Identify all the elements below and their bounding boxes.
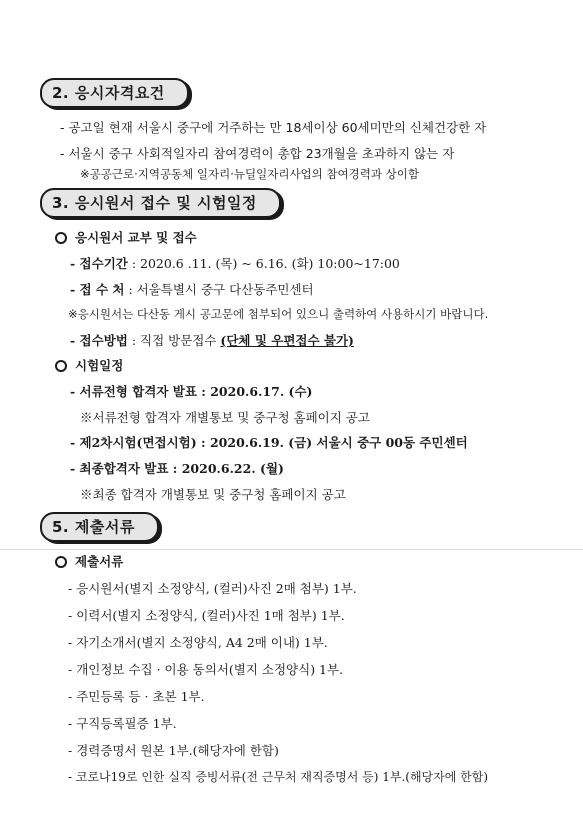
interview-label: - 제2차시험(면접시험) [70,435,197,450]
period-line [70,254,400,272]
section-3-heading: 3. 응시원서 접수 및 시험일정 [40,188,281,218]
section-2-heading-wrap [40,78,189,108]
document-item: - 구직등록필증 1부. [68,716,177,731]
section-2-heading: 2. 응시자격요건 [40,78,189,108]
document-item: - 이력서(별지 소정양식, (컬러)사진 1매 첨부) 1부. [68,608,345,623]
final-line [70,459,284,477]
eligibility-item-1: - 공고일 현재 서울시 중구에 거주하는 만 18세이상 60세미만의 신체건강한 자 [60,120,487,135]
document-item: - 주민등록 등 · 초본 1부. [68,689,205,704]
exam-group-title-line [55,356,123,374]
exam-group-title: 시험일정 [75,358,124,373]
application-group-title-line [55,228,197,246]
doc-line [70,382,312,400]
final-label: - 최종합격자 발표 [70,461,169,476]
period-value: : 2020.6 .11. (목) ~ 6.16. (화) 10:00~17:00 [127,256,400,271]
document-item: - 경력증명서 원본 1부.(해당자에 한함) [68,743,279,758]
period-label: - 접수기간 [70,256,128,271]
doc-note: ※서류전형 합격자 개별통보 및 중구청 홈페이지 공고 [80,410,370,425]
doc-label: - 서류전형 합격자 발표 [70,384,197,399]
place-value: : 서울특별시 중구 다산동주민센터 [124,282,314,297]
doc-value: : 2020.6.17. (수) [196,384,313,399]
document-item: - 코로나19로 인한 실직 증빙서류(전 근무처 재직증명서 등) 1부.(해당자에 한함) [68,770,489,784]
form-note: ※응시원서는 다산동 게시 공고문에 첨부되어 있으니 출력하여 사용하시기 바랍니다. [68,307,489,321]
eligibility-item-2: - 서울시 중구 사회적일자리 참여경력이 총합 23개월을 초과하지 않는 자 [60,146,455,161]
method-label: - 접수방법 [70,333,128,348]
final-note: ※최종 합격자 개별통보 및 중구청 홈페이지 공고 [80,487,346,502]
document-item: - 자기소개서(별지 소정양식, A4 2매 이내) 1부. [68,635,328,650]
application-group-title: 응시원서 교부 및 접수 [75,230,197,245]
section-5-heading: 5. 제출서류 [40,512,159,542]
eligibility-note: ※공공근로·지역공동체 일자리·뉴딜일자리사업의 참여경력과 상이함 [80,167,419,181]
divider-line [0,549,583,550]
interview-line [70,433,468,451]
method-line [70,331,354,349]
section-3-heading-wrap [40,188,281,218]
circle-bullet-icon [55,556,67,568]
document-item: - 응시원서(별지 소정양식, (컬러)사진 2매 첨부) 1부. [68,581,357,596]
section-5-heading-wrap [40,512,159,542]
circle-bullet-icon [55,232,67,244]
method-value: : 직접 방문접수 [127,333,221,348]
documents-group-title: 제출서류 [75,554,124,569]
circle-bullet-icon [55,360,67,372]
interview-value: : 2020.6.19. (금) 서울시 중구 00동 주민센터 [196,435,468,450]
documents-group-title-line [55,552,123,570]
place-line [70,280,314,298]
document-item: - 개인정보 수집 · 이용 동의서(별지 소정양식) 1부. [68,662,344,677]
place-label: - 접 수 처 [70,282,125,297]
final-value: : 2020.6.22. (월) [168,461,284,476]
method-emphasis: (단체 및 우편접수 불가) [220,333,354,348]
